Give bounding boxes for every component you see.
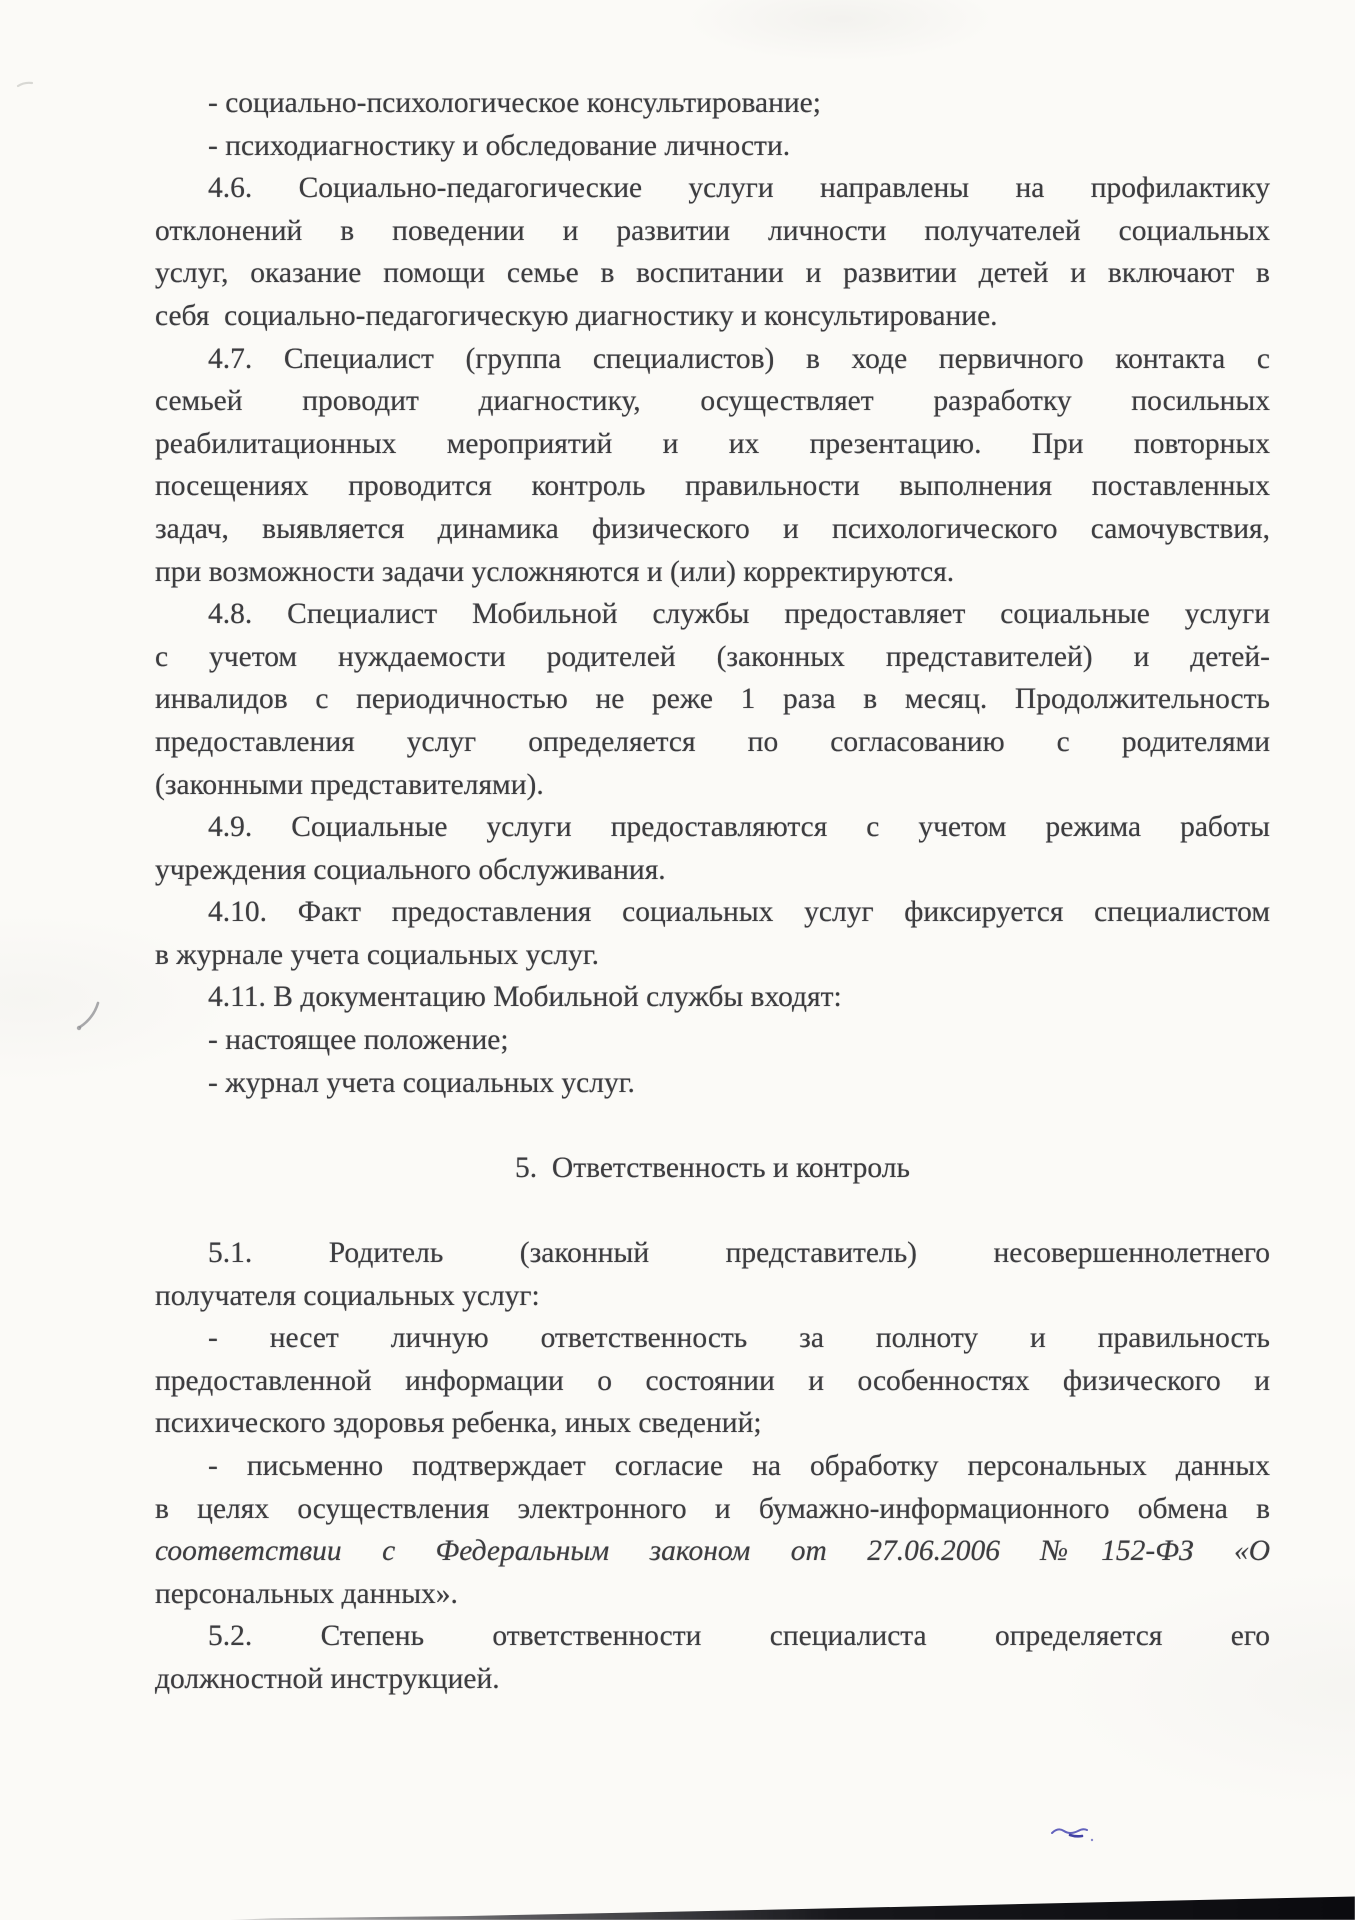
text-line: посещениях проводится контроль правильности выполнения поставленных bbox=[155, 470, 1270, 503]
text-line: предоставленной информации о состоянии и особенностях физического и bbox=[155, 1364, 1270, 1397]
section-heading: 5. Ответственность и контроль bbox=[515, 1151, 910, 1184]
text-line: предоставления услуг определяется по согласованию с родителями bbox=[155, 725, 1270, 758]
text-line: должностной инструкцией. bbox=[155, 1662, 500, 1695]
handwritten-comma-mark bbox=[68, 995, 112, 1039]
text-column bbox=[155, 82, 1270, 1701]
list-dash-line: - настоящее положение; bbox=[208, 1024, 509, 1057]
text-line: в журнале учета социальных услуг. bbox=[155, 938, 600, 971]
text-line: получателя социальных услуг: bbox=[155, 1279, 540, 1312]
text-line: 5.1. Родитель (законный представитель) несовершеннолетнего bbox=[208, 1237, 1270, 1270]
list-dash-line: - журнал учета социальных услуг. bbox=[208, 1066, 635, 1099]
text-line: себя социально-педагогическую диагностику и консультирование. bbox=[155, 299, 998, 332]
text-line: отклонений в поведении и развитии личности получателей социальных bbox=[155, 214, 1270, 247]
text-line: 4.11. В документацию Мобильной службы входят: bbox=[208, 981, 842, 1014]
text-line: инвалидов с периодичностью не реже 1 раза в месяц. Продолжительность bbox=[155, 683, 1270, 716]
text-line: 4.6. Социально-педагогические услуги направлены на профилактику bbox=[208, 172, 1270, 205]
text-line: при возможности задачи усложняются и (или) корректируются. bbox=[155, 555, 955, 588]
text-line: психического здоровья ребенка, иных сведений; bbox=[155, 1407, 762, 1440]
text-line: в целях осуществления электронного и бумажно-информационного обмена в bbox=[155, 1492, 1270, 1525]
text-line-italic: соответствии с Федеральным законом от 27.06.2006 №152-ФЗ «О bbox=[155, 1535, 1270, 1568]
text-line: персональных данных». bbox=[155, 1577, 458, 1610]
text-line: 4.9. Социальные услуги предоставляются с учетом режима работы bbox=[208, 811, 1270, 844]
text-line: с учетом нуждаемости родителей (законных представителей) и детей- bbox=[155, 640, 1270, 673]
pen-scribble-mark bbox=[1040, 1818, 1110, 1848]
list-dash-line: - несет личную ответственность за полноту и правильность bbox=[208, 1322, 1270, 1355]
blank-line bbox=[155, 1189, 1270, 1232]
smudge-mark bbox=[12, 72, 48, 96]
text-line: 5.2. Степень ответственности специалиста определяется его bbox=[208, 1620, 1270, 1653]
text-line: учреждения социального обслуживания. bbox=[155, 853, 666, 886]
text-line: (законными представителями). bbox=[155, 768, 544, 801]
text-line: 4.8. Специалист Мобильной службы предоставляет социальные услуги bbox=[208, 598, 1270, 631]
scan-edge-shadow bbox=[0, 1892, 1355, 1920]
list-dash-line: - социально-психологическое консультирование; bbox=[208, 87, 821, 119]
text-line: 4.7. Специалист (группа специалистов) в ходе первичного контакта с bbox=[208, 342, 1270, 375]
list-dash-line: - письменно подтверждает согласие на обработку персональных данных bbox=[208, 1450, 1270, 1482]
text-line: семьей проводит диагностику, осуществляет разработку посильных bbox=[155, 385, 1270, 418]
text-line: реабилитационных мероприятий и их презентацию. При повторных bbox=[155, 427, 1270, 460]
text-line: 4.10. Факт предоставления социальных услуг фиксируется специалистом bbox=[208, 896, 1270, 929]
text-line: услуг, оказание помощи семье в воспитании и развитии детей и включают в bbox=[155, 257, 1270, 290]
blank-line bbox=[155, 1104, 1270, 1147]
text-line: задач, выявляется динамика физического и психологического самочувствия, bbox=[155, 512, 1270, 545]
list-dash-line: - психодиагностику и обследование личности. bbox=[208, 129, 791, 162]
